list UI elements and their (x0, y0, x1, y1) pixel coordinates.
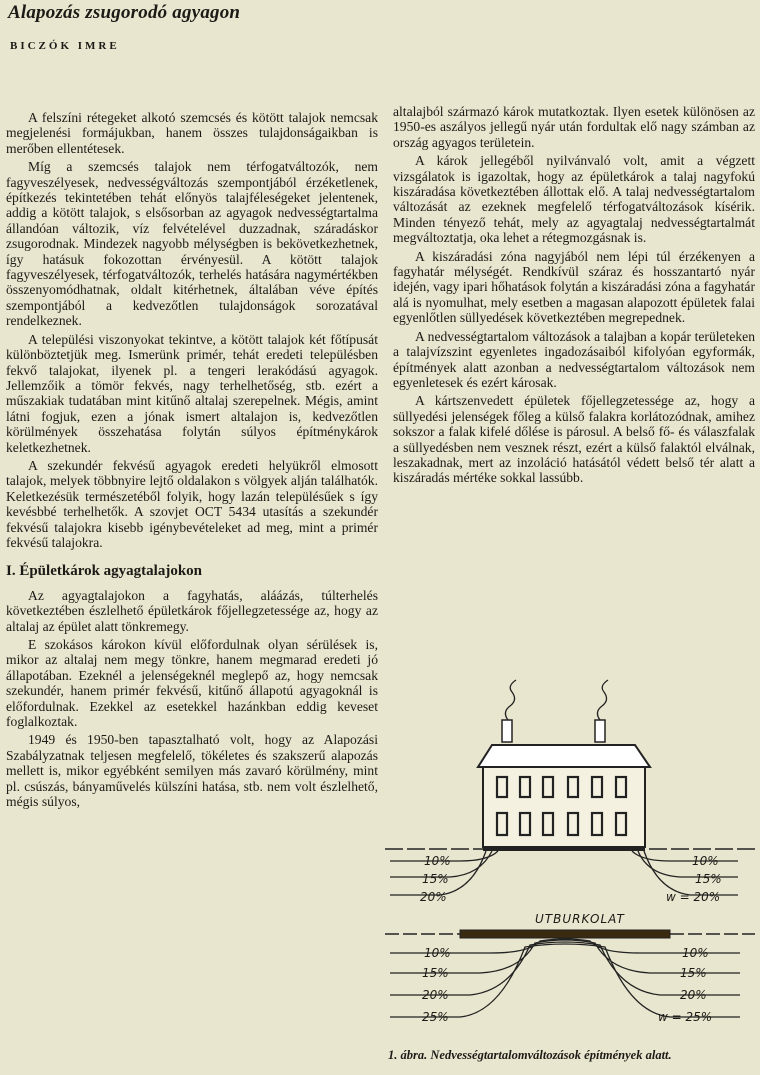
paragraph: altalajból származó károk mutatkoztak. Ilyen esetek különösen az 1950-es aszályos jellegű nyár után fordultak elő nagy számban az ország agyagos területein. (393, 104, 755, 150)
article-title: Alapozás zsugorodó agyagon (8, 2, 241, 23)
chimney-right (595, 720, 605, 742)
paragraph: A károk jellegéből nyilvánvaló volt, amit a végzett vizsgálatok is igazoltak, hogy az épületkárok a talaj nagyfokú kiszáradása következtében állottak elő. A talaj nedvességtartalom változását az ezeknek megfelelő térfogatváltozások kísérik. Minden tényező tehát, mely az agyagtalaj nedvességtartalmát megváltoztatja, oka lehet a rétegmozgásnak is. (393, 153, 755, 246)
label-bottom-right-20: 20% (680, 988, 707, 1002)
paragraph: E szokásos károkon kívül előfordulnak olyan sérülések is, mikor az altalaj nem megy tönkre, hanem megmarad eredeti jó állapotában. Ezeknél a jelenségeknél meglepő az, hogy nemcsak szekundér, hanem primér fekvésű, kitűnő állapotú agyagoknál is előfordulnak. Ezekkel az esetekkel hazánkban eddig keveset foglalkoztak. (6, 637, 378, 730)
paragraph: Míg a szemcsés talajok nem térfogatváltozók, nem fagyveszélyesek, nedvességváltozás szempontjából érzéketlenek, építkezés tekintetében tehát előnyös talajféleségeket jelentenek, addig a kötött talajok, s elsősorban az agyagok nedvességtartalma állandóan változik, víz felvételével duzzadnak, száradáskor zsugorodnak. Mindezek nagyobb mélységben is bekövetkezhetnek, így hatásuk fokozottan érvényesül. A kötött talajok fagyveszélyesek, térfogatváltozók, terhelés hatására nagymértékben összenyomódhatnak, oldalt kitérhetnek, általában véve építés szempontjából a kedvezőtlen tulajdonságok sorozatával rendelkeznek. (6, 159, 378, 329)
smoke-right (597, 680, 608, 720)
right-column (393, 104, 755, 489)
paragraph: A települési viszonyokat tekintve, a kötött talajok két főtípusát különböztetjük meg. Ismerünk primér, tehát eredeti településben fekvő talajokat, ilyenek pl. a tengeri lerakódású agyagok. Jellemzőik a tömör fekvés, nagy terhelhetőség, stb. ezért a műszakiak tudatában mint kitűnő altalaj szerepelnek. Mégis, amint látni fogjuk, ezen a jónak ismert altalajon is, kedvezőtlen körülmények összehatása folytán súlyos építménykárok keletkezhetnek. (6, 331, 378, 455)
chimney-left (502, 720, 512, 742)
paragraph: 1949 és 1950-ben tapasztalható volt, hogy az Alapozási Szabályzatnak teljesen megfelelő, tökéletes és szakszerű alapozás mellett is, mikor egyébként semilyen más zavaró körülmény, mint pl. csúszás, bányaművelés külszíni hatása, stb. nem volt észlelhető, mégis súlyos, (6, 732, 378, 810)
road-surface (460, 930, 670, 938)
paragraph: Az agyagtalajokon a fagyhatás, aláázás, túlterhelés következtében észlelhető épületkárok főjellegzetessége az, hogy az altalaj az épület alatt tönkremegy. (6, 587, 378, 634)
paragraph: A nedvességtartalom változások a talajban a kopár területeken a talajvízszint egyenletes ingadozásaiból kifolyóan egyformák, építmények alatt azonban a nedvességtartalom változások nem egyenletesek és ezért károsak. (393, 328, 755, 390)
label-top-right-10: 10% (692, 854, 719, 868)
figure-moisture-diagram (380, 675, 760, 1075)
label-bottom-right-w25: w = 25% (658, 1010, 713, 1024)
road-label: UTBURKOLAT (535, 912, 625, 926)
paragraph: A felszíni rétegeket alkotó szemcsés és kötött talajok nemcsak megjelenési formájukban, hanem összes tulajdonságaikban is merőben ellentétesek. (6, 110, 378, 156)
section-heading: I. Épületkárok agyagtalajokon (6, 563, 203, 580)
label-top-left-20: 20% (420, 890, 447, 904)
label-bottom-left-20: 20% (422, 988, 449, 1002)
house-roof (478, 745, 650, 767)
label-bottom-left-25: 25% (422, 1010, 449, 1024)
label-top-left-15: 15% (422, 872, 449, 886)
article-author: BICZÓK IMRE (10, 40, 120, 52)
label-bottom-right-10: 10% (682, 946, 709, 960)
label-top-left-10: 10% (424, 854, 451, 868)
paragraph: A kiszáradási zóna nagyjából nem lépi túl érzékenyen a fagyhatár mélységét. Rendkívül száraz és hosszantartó nyár idején, vagy ipari hőhatások folytán a kiszáradási zóna a fagyhatár alá is nyomulhat, mely esetben a magasan alapozott épületek falai egyenlőtlen süllyedések következtében megrepednek. (393, 248, 755, 326)
label-top-right-15: 15% (695, 872, 722, 886)
label-top-right-w20: w = 20% (666, 890, 721, 904)
smoke-left (505, 680, 516, 720)
label-bottom-right-15: 15% (680, 966, 707, 980)
label-bottom-left-15: 15% (422, 966, 449, 980)
paragraph: A szekundér fekvésű agyagok eredeti helyükről elmosott talajok, melyek többnyire lejtő oldalakon s völgyek alján találhatók. Keletkezésük természetéből folyik, hogy lazán településűek s így kevésbbé terhelhetők. A szovjet OCT 5434 utasítás a szekundér fekvésű talajokra kisebb igénybevételeket ad meg, mint a primér fekvésű talajokra. (6, 457, 378, 550)
label-bottom-left-10: 10% (424, 946, 451, 960)
house-foundation (483, 847, 645, 851)
paragraph: A kártszenvedett épületek főjellegzetessége az, hogy a süllyedési jelenségek főleg a külső falakra korlátozódnak, amihez sokszor a falak kifelé dőlése is párosul. A belső fő- és válaszfalak a süllyedésben nem vesznek részt, ezért a külső falaktól elválnak, leszakadnak, mert az inzoláció hatásától védett belső tér alatt a kiszáradás mértéke sokkal lassúbb. (393, 393, 755, 486)
left-column (6, 110, 378, 812)
figure-caption: 1. ábra. Nedvességtartalomváltozások építmények alatt. (388, 1048, 672, 1062)
